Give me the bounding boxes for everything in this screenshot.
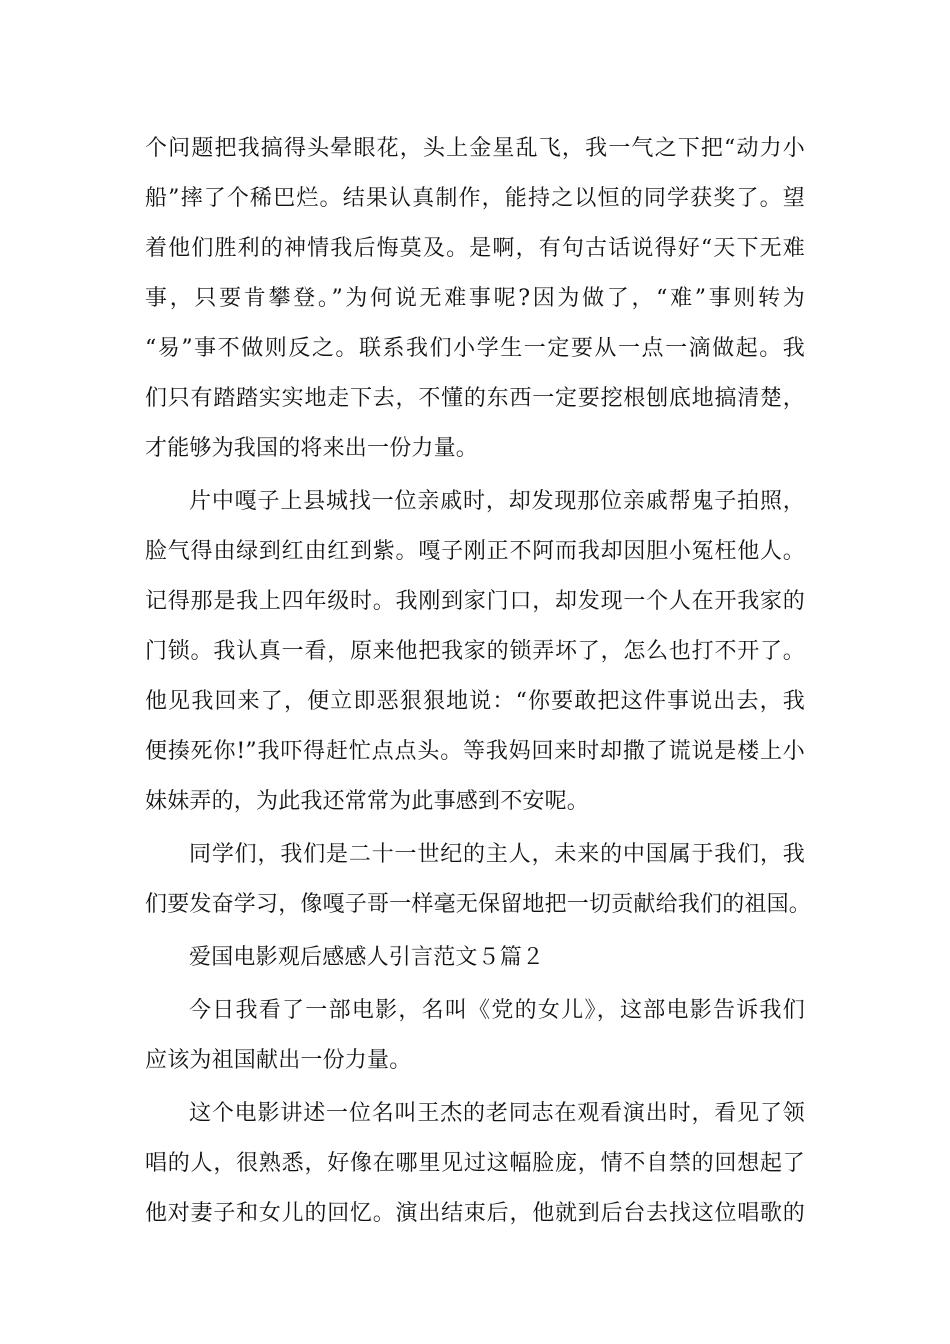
paragraph <box>145 124 805 474</box>
section-heading <box>145 933 805 983</box>
paragraph <box>145 830 812 930</box>
text-line: 他对妻子和女儿的回忆。演出结束后，他就到后台去找这位唱歌的 <box>145 1201 805 1226</box>
text-line: 脸气得由绿到红由红到紫。嘎子刚正不阿而我却因胆小冤枉他人。 <box>145 539 805 564</box>
text-line: 这个电影讲述一位名叫王杰的老同志在观看演出时，看见了领 <box>189 1101 805 1126</box>
text-line: 妹妹弄的，为此我还常常为此事感到不安呢。 <box>145 789 590 814</box>
paragraph <box>145 477 805 827</box>
text-line: 今日我看了一部电影，名叫《党的女儿》，这部电影告诉我们 <box>189 998 805 1023</box>
text-line: 们只有踏踏实实地走下去，不懂的东西一定要挖根刨底地搞清楚， <box>145 386 805 411</box>
text-line: 事，只要肯攀登。”为何说无难事呢?因为做了，“难”事则转为 <box>145 286 805 311</box>
paragraph <box>145 986 805 1086</box>
text-line: “易”事不做则反之。联系我们小学生一定要从一点一滴做起。我 <box>145 336 805 361</box>
text-line: 同学们，我们是二十一世纪的主人，未来的中国属于我们，我 <box>189 842 805 867</box>
heading-line: 爱国电影观后感感人引言范文５篇２ <box>189 945 545 970</box>
text-line: 他见我回来了，便立即恶狠狠地说：“你要敢把这件事说出去，我 <box>145 689 805 714</box>
text-line: 记得那是我上四年级时。我刚到家门口，却发现一个人在开我家的 <box>145 589 805 614</box>
text-line: 着他们胜利的神情我后悔莫及。是啊，有句古话说得好“天下无难 <box>145 236 805 261</box>
text-line: 门锁。我认真一看，原来他把我家的锁弄坏了，怎么也打不开了。 <box>145 639 805 664</box>
text-line: 应该为祖国献出一份力量。 <box>145 1048 412 1073</box>
text-line: 片中嘎子上县城找一位亲戚时，却发现那位亲戚帮鬼子拍照， <box>189 489 805 514</box>
paragraph <box>145 1089 805 1239</box>
text-line: 们要发奋学习，像嘎子哥一样毫无保留地把一切贡献给我们的祖国。 <box>145 892 812 917</box>
text-line: 个问题把我搞得头晕眼花，头上金星乱飞，我一气之下把“动力小 <box>145 136 805 161</box>
text-line: 才能够为我国的将来出一份力量。 <box>145 436 479 461</box>
document-body <box>145 124 812 1239</box>
text-line: 船”摔了个稀巴烂。结果认真制作，能持之以恒的同学获奖了。望 <box>145 186 805 211</box>
text-line: 唱的人，很熟悉，好像在哪里见过这幅脸庞，情不自禁的回想起了 <box>145 1151 805 1176</box>
text-line: 便揍死你!”我吓得赶忙点点头。等我妈回来时却撒了谎说是楼上小 <box>145 739 805 764</box>
